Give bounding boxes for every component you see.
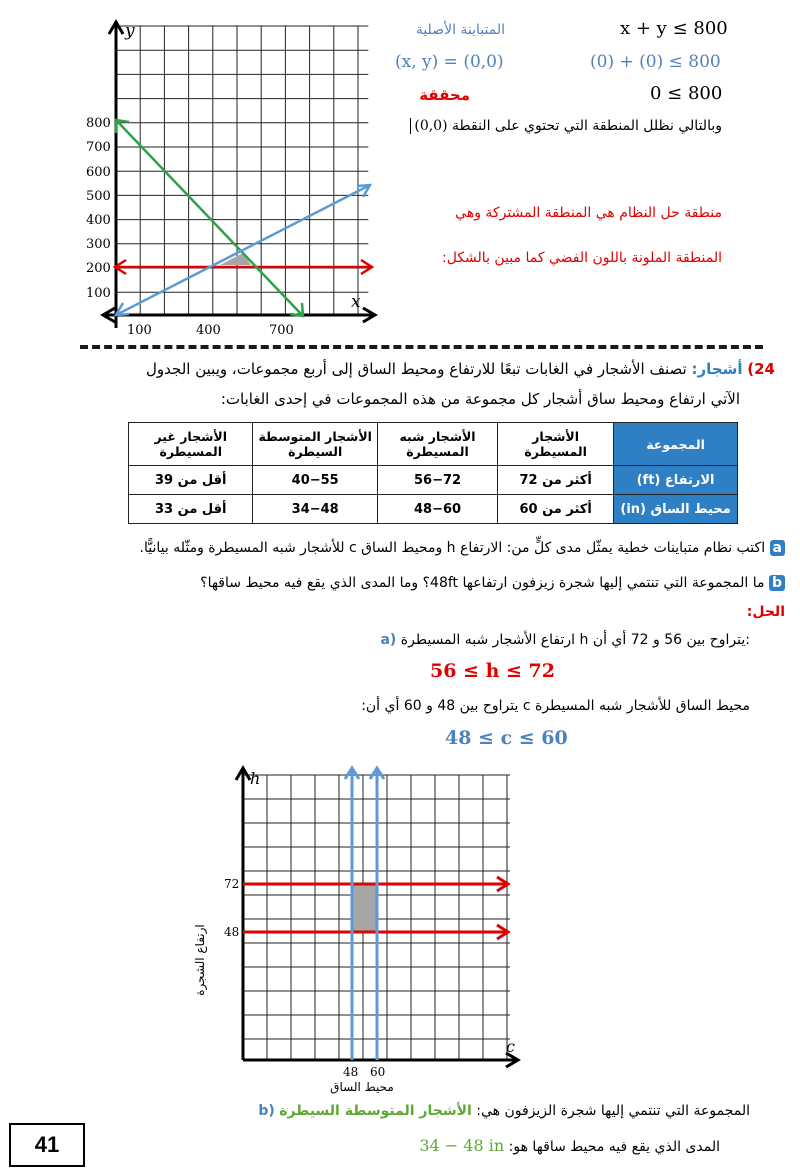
y-tick-label: 500: [86, 189, 111, 204]
table-header: الأشجار المسيطرة: [498, 423, 614, 466]
table-header-row: [129, 423, 738, 466]
system-solution-line2: المنطقة الملونة باللون الفضي كما مبين بالشكل:: [442, 250, 722, 266]
solution-a-line: [150, 632, 750, 648]
shade-explanation: وبالتالي نظلل المنطقة التي تحتوي على النقطة (0,0): [392, 118, 722, 134]
table-cell: أقل من 33: [129, 495, 253, 524]
grid-1: [116, 26, 368, 315]
y-tick-label: 100: [86, 286, 111, 301]
table-row: [129, 466, 738, 495]
inequality-graph-2: [190, 760, 530, 1095]
table-header: الأشجار المتوسطة السيطرة: [253, 423, 377, 466]
test-point: (x, y) = (0,0): [395, 52, 504, 72]
y-tick-label: 200: [86, 261, 111, 276]
table-cell: أكثر من 72: [498, 466, 614, 495]
problem-number: 24): [747, 360, 775, 378]
solution-label: الحل:: [746, 604, 785, 620]
line-x-plus-y-800: [116, 120, 303, 316]
y-tick-label: 48: [224, 925, 240, 939]
y-tick-label: 600: [86, 165, 111, 180]
result-inequality: 0 ≤ 800: [650, 83, 723, 104]
row-label: الارتفاع (ft): [614, 466, 738, 495]
problem-title: أشجار:: [691, 360, 743, 378]
x-tick-label: 60: [370, 1065, 386, 1079]
table-cell: 56−72: [377, 466, 497, 495]
table-cell: أقل من 39: [129, 466, 253, 495]
table-cell: أكثر من 60: [498, 495, 614, 524]
dashed-divider: [80, 345, 763, 349]
table-header: المجموعة: [614, 423, 738, 466]
solution-b-line: [250, 1103, 750, 1119]
table-header: الأشجار غير المسيطرة: [129, 423, 253, 466]
y-tick-label: 300: [86, 237, 111, 252]
solution-a-text: ارتفاع الأشجار شبه المسيطرة h يتراوح بين 56 و 72 أي أن:: [400, 632, 750, 648]
inequality-x-plus-y: x + y ≤ 800: [620, 18, 728, 39]
line-blue: [116, 185, 370, 315]
solution-rectangle-shade: [352, 884, 377, 932]
table-row: [129, 495, 738, 524]
range-value: 34 − 48 in: [419, 1136, 505, 1155]
table-cell: 40−55: [253, 466, 377, 495]
tree-groups-table: [128, 422, 738, 524]
table-header: الأشجار شبه المسيطرة: [377, 423, 497, 466]
height-inequality: 56 ≤ h ≤ 72: [430, 660, 555, 682]
x-tick-label: 48: [343, 1065, 359, 1079]
y-tick-label: 700: [86, 140, 111, 155]
c-axis-letter: c: [506, 1037, 515, 1056]
y-tick-labels: [86, 116, 111, 301]
problem-statement-line1: [60, 360, 775, 378]
question-b: [60, 575, 785, 591]
x-tick-label: 100: [127, 323, 152, 338]
x-tick-labels: [127, 323, 294, 338]
question-a: [40, 540, 785, 556]
question-b-letter: b: [769, 575, 785, 591]
x-tick-label: 400: [196, 323, 221, 338]
table-cell: 34−48: [253, 495, 377, 524]
x-tick-label: 700: [269, 323, 294, 338]
y-tick-label: 800: [86, 116, 111, 131]
circumference-inequality: 48 ≤ c ≤ 60: [445, 727, 568, 749]
substitution: (0) + (0) ≤ 800: [590, 52, 721, 72]
solution-a-letter: a): [380, 632, 397, 648]
page-number: 41: [9, 1123, 85, 1167]
table-cell: 48−60: [377, 495, 497, 524]
satisfied-label: محققة: [419, 86, 470, 104]
group-answer: الأشجار المتوسطة السيطرة: [279, 1103, 472, 1119]
question-b-text: ما المجموعة التي تنتمي إليها شجرة زيزفون ارتفاعها 48ft؟ وما المدى الذي يقع فيه محيط ساقها؟: [200, 575, 765, 591]
circumference-line: محيط الساق للأشجار شبه المسيطرة c يتراوح بين 48 و 60 أي أن:: [361, 698, 750, 714]
x-axis-letter: x: [351, 292, 361, 312]
question-a-letter: a: [770, 540, 785, 556]
y-tick-label: 400: [86, 213, 111, 228]
c-axis-title: محيط الساق: [330, 1080, 394, 1094]
h-axis-title: ارتفاع الشجرة: [193, 924, 207, 996]
solution-b-text: المجموعة التي تنتمي إليها شجرة الزيزفون هي:: [476, 1103, 750, 1119]
problem-text1: تصنف الأشجار في الغابات تبعًا للارتفاع ومحيط الساق إلى أربع مجموعات، ويبين الجدول: [146, 360, 687, 378]
range-prefix: المدى الذي يقع فيه محيط ساقها هو:: [508, 1139, 720, 1155]
solution-b-letter: b): [258, 1103, 275, 1119]
problem-statement-line2: الآتي ارتفاع ومحيط ساق أشجار كل مجموعة من هذه المجموعات في إحدى الغابات:: [220, 390, 740, 408]
system-solution-line1: منطقة حل النظام هي المنطقة المشتركة وهي: [455, 205, 722, 221]
range-line: [250, 1136, 720, 1155]
y-axis-letter: y: [125, 21, 135, 41]
original-inequality-label: المتباينة الأصلية: [415, 22, 505, 38]
inequality-graph-1: [85, 10, 385, 340]
h-axis-letter: h: [250, 769, 261, 788]
question-a-text: اكتب نظام متباينات خطية يمثّل مدى كلٍّ من: الارتفاع h ومحيط الساق c للأشجار شبه المسيطرة ومثّله بيانيًّا.: [139, 540, 766, 556]
y-tick-label: 72: [224, 877, 240, 891]
row-label: محيط الساق (in): [614, 495, 738, 524]
